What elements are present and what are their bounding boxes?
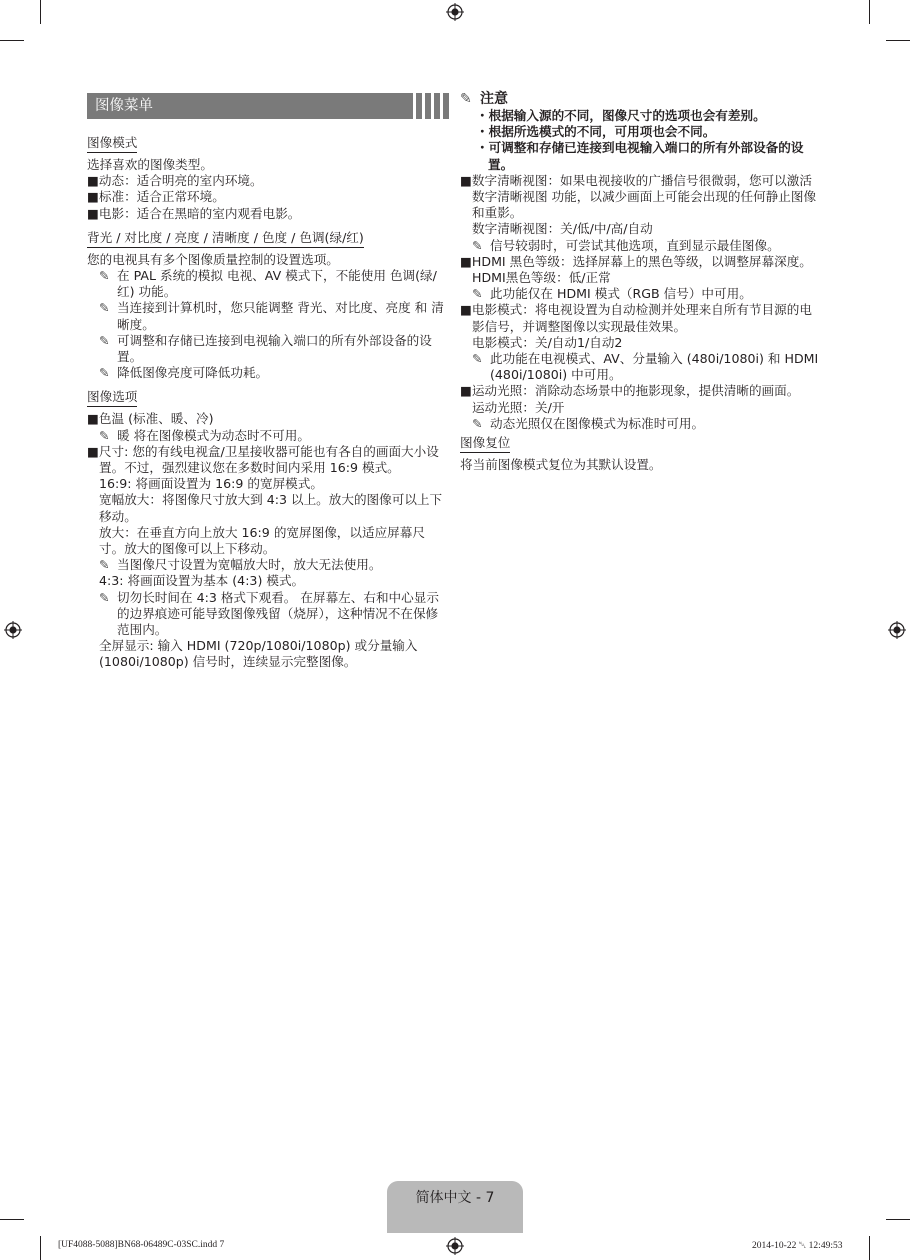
note-text: 暖 将在图像模式为动态时不可用。 (117, 427, 310, 443)
note (87, 557, 449, 573)
notice-item: ・根据输入源的不同，图像尺寸的选项也会有差别。 (476, 108, 766, 123)
notice-title-text: 注意 (480, 91, 508, 107)
note-text: 动态光照仅在图像模式为标准时可用。 (490, 415, 705, 431)
pencil-note-icon: ✎ (99, 300, 110, 316)
left-column (87, 90, 449, 671)
pencil-note-icon: ✎ (460, 91, 472, 107)
motion-lighting-item: ■运动光照：消除动态场景中的拖影现象，提供清晰的画面。 (460, 383, 800, 399)
crop-mark (869, 0, 870, 24)
size-wide-zoom: 宽幅放大：将图像尺寸放大到 4:3 以上。放大的图像可以上下移动。 (99, 492, 443, 524)
pencil-note-icon: ✎ (99, 557, 110, 573)
size-169: 16:9: 将画面设置为 16:9 的宽屏模式。 (99, 476, 323, 492)
note-text: 在 PAL 系统的模拟 电视、AV 模式下，不能使用 色调(绿/红) 功能。 (117, 268, 437, 300)
registration-mark-icon (888, 621, 906, 639)
bar-stripe (434, 93, 440, 119)
section-title-bar (87, 93, 449, 119)
pencil-note-icon: ✎ (99, 332, 110, 348)
picture-size-item: ■尺寸: 您的有线电视盒/卫星接收器可能也有各自的画面大小设置。不过，强烈建议您在多数时间内采用 16:9 模式。 (87, 443, 439, 476)
crop-mark (869, 1236, 870, 1260)
page-label: 简体中文 - 7 (415, 1190, 495, 1206)
pencil-note-icon: ✎ (472, 237, 483, 253)
note-text: 当连接到计算机时，您只能调整 背光、对比度、亮度 和 清晰度。 (117, 300, 444, 332)
note (87, 333, 449, 365)
crop-mark (886, 1219, 910, 1220)
note (460, 416, 820, 432)
film-mode-item: ■电影模式：将电视设置为自动检测并处理来自所有节目源的电影信号，并调整图像以实现最佳效果。 (460, 302, 812, 334)
hdmi-black-level-options: HDMI黑色等级：低/正常 (472, 270, 611, 286)
registration-mark-icon (446, 1237, 464, 1255)
color-tone-item: ■色温 (标准、暖、冷) (87, 411, 214, 427)
note (87, 300, 449, 332)
mode-item: ■电影：适合在黑暗的室内观看电影。 (87, 205, 301, 221)
mode-intro: 选择喜欢的图像类型。 (87, 157, 213, 172)
size-43: 4:3: 将画面设置为基本 (4:3) 模式。 (99, 573, 305, 589)
bar-stripe (443, 93, 449, 119)
pencil-note-icon: ✎ (99, 365, 110, 381)
motion-lighting-options: 运动光照：关/开 (472, 399, 565, 415)
size-zoom: 放大：在垂直方向上放大 16:9 的宽屏图像，以适应屏幕尺寸。放大的图像可以上下移动。 (99, 524, 425, 557)
digital-clean-view-item: ■数字清晰视图：如果电视接收的广播信号很微弱，您可以激活 数字清晰视图 功能，以减少画面上可能会出现的任何静止图像和重影。 (460, 172, 817, 221)
note (87, 268, 449, 300)
note (87, 428, 449, 444)
pencil-note-icon: ✎ (99, 589, 110, 605)
print-slug-left: [UF4088-5088]BN68-06489C-03SC.indd 7 (58, 1240, 225, 1250)
digital-clean-view-options: 数字清晰视图：关/低/中/高/自动 (472, 221, 653, 237)
note-text: 切勿长时间在 4:3 格式下观看。 在屏幕左、右和中心显示的边界痕迹可能导致图像残留（烧屏），这种情况不在保修范围内。 (117, 589, 439, 638)
heading-picture-options: 图像选项 (87, 388, 137, 407)
note-text: 此功能仅在 HDMI 模式（RGB 信号）中可用。 (490, 286, 752, 302)
crop-mark (886, 40, 910, 41)
mode-item: ■标准：适合正常环境。 (87, 189, 225, 205)
registration-mark-icon (446, 3, 464, 21)
bar-stripe (416, 93, 422, 119)
page-number-tab (387, 1181, 523, 1233)
bar-stripe (425, 93, 431, 119)
mode-item: ■动态：适合明亮的室内环境。 (87, 173, 263, 189)
note-text: 当图像尺寸设置为宽幅放大时，放大无法使用。 (117, 557, 382, 573)
pencil-note-icon: ✎ (472, 286, 483, 302)
reset-text: 将当前图像模式复位为其默认设置。 (460, 457, 662, 473)
note-text: 信号较弱时，可尝试其他选项，直到显示最佳图像。 (490, 237, 780, 253)
hdmi-black-level-item: ■HDMI 黑色等级：选择屏幕上的黑色等级，以调整屏幕深度。 (460, 253, 812, 269)
note-text: 此功能在电视模式、AV、分量输入 (480i/1080i) 和 HDMI (480i/1080i) 中可用。 (490, 351, 819, 383)
note (87, 590, 449, 639)
crop-mark (40, 0, 41, 24)
pencil-note-icon: ✎ (472, 415, 483, 431)
note-text: 降低图像亮度可降低功耗。 (117, 365, 269, 381)
registration-mark-icon (4, 621, 22, 639)
section-title: 图像菜单 (87, 93, 413, 119)
heading-adjustments: 背光 / 对比度 / 亮度 / 清晰度 / 色度 / 色调(绿/红) (87, 229, 364, 248)
film-mode-options: 电影模式：关/自动1/自动2 (472, 334, 623, 350)
heading-picture-mode: 图像模式 (87, 134, 137, 153)
heading-picture-reset: 图像复位 (460, 434, 510, 453)
notice-title (460, 90, 820, 108)
note (460, 286, 820, 302)
pencil-note-icon: ✎ (99, 427, 110, 443)
note-text: 可调整和存储已连接到电视输入端口的所有外部设备的设置。 (117, 332, 432, 365)
note (87, 365, 449, 381)
print-slug-right: 2014-10-22 ␀ 12:49:53 (752, 1241, 843, 1251)
adjust-intro: 您的电视具有多个图像质量控制的设置选项。 (87, 251, 339, 267)
pencil-note-icon: ✎ (472, 351, 483, 367)
right-column (460, 90, 820, 473)
crop-mark (0, 40, 24, 41)
notice-item: ・根据所选模式的不同，可用项也会不同。 (476, 124, 716, 140)
size-screen-fit: 全屏显示: 输入 HDMI (720p/1080i/1080p) 或分量输入 (1080i/1080p) 信号时，连续显示完整图像。 (99, 638, 418, 670)
pencil-note-icon: ✎ (99, 268, 110, 284)
crop-mark (40, 1236, 41, 1260)
note (460, 238, 820, 254)
notice-item: ・可调整和存储已连接到电视输入端口的所有外部设备的设置。 (476, 140, 804, 172)
note (460, 351, 820, 383)
crop-mark (0, 1219, 24, 1220)
